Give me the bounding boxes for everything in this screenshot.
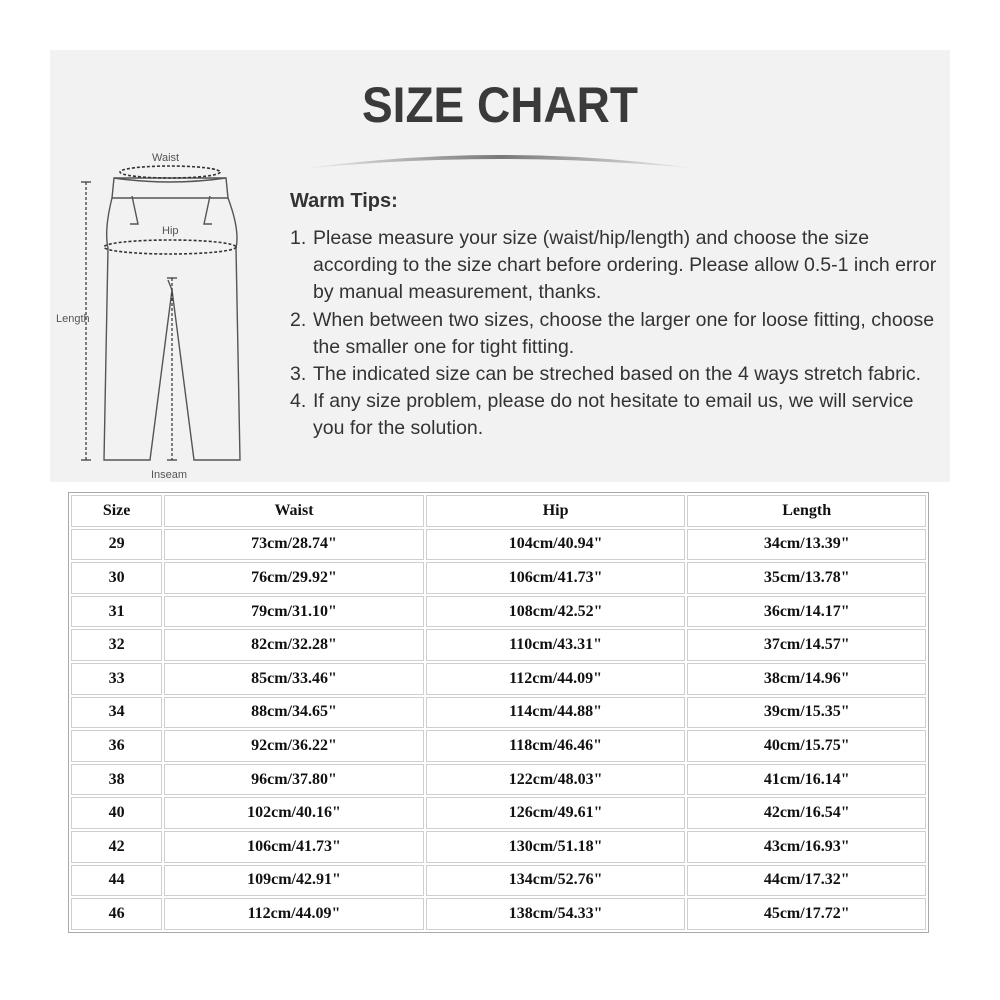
page-title: SIZE CHART [362,77,638,133]
table-row [71,663,926,695]
cell-waist: 73cm/28.74" [164,529,424,561]
table-row [71,730,926,762]
hip-label: Hip [162,225,179,237]
cell-length: 37cm/14.57" [687,629,926,661]
warm-tips-heading: Warm Tips: [290,190,398,212]
cell-size: 46 [71,898,162,930]
tip-number: 4. [290,390,307,413]
cell-waist: 88cm/34.65" [164,697,424,729]
cell-size: 38 [71,764,162,796]
waist-measure-ellipse [120,166,220,178]
length-label: Length [56,313,90,325]
cell-length: 34cm/13.39" [687,529,926,561]
tip-item [290,307,940,361]
table-row [71,831,926,863]
cell-size: 36 [71,730,162,762]
cell-hip: 114cm/44.88" [426,697,686,729]
cell-waist: 85cm/33.46" [164,663,424,695]
cell-size: 33 [71,663,162,695]
tip-item [290,361,940,388]
cell-hip: 106cm/41.73" [426,562,686,594]
warm-tips-list [290,225,940,443]
cell-size: 29 [71,529,162,561]
header-length: Length [687,495,926,527]
cell-waist: 79cm/31.10" [164,596,424,628]
header-size: Size [71,495,162,527]
cell-size: 31 [71,596,162,628]
tip-text: The indicated size can be streched based on the 4 ways stretch fabric. [313,363,922,386]
table-row [71,797,926,829]
table-row [71,529,926,561]
cell-length: 36cm/14.17" [687,596,926,628]
pants-measurement-diagram [52,140,252,485]
tip-text: If any size problem, please do not hesitate to email us, we will service you for the solution. [313,390,914,440]
table-row [71,629,926,661]
table-row [71,898,926,930]
cell-hip: 112cm/44.09" [426,663,686,695]
cell-size: 42 [71,831,162,863]
header-waist: Waist [164,495,424,527]
cell-hip: 108cm/42.52" [426,596,686,628]
tip-item [290,388,940,442]
tip-text: Please measure your size (waist/hip/length) and choose the size according to the size chart before ordering. Please allow 0.5-1 inch error by manual measurement, thanks. [313,227,937,304]
waist-label: Waist [152,152,180,164]
cell-waist: 96cm/37.80" [164,764,424,796]
cell-waist: 112cm/44.09" [164,898,424,930]
cell-size: 40 [71,797,162,829]
cell-hip: 126cm/49.61" [426,797,686,829]
table-row [71,865,926,897]
cell-length: 45cm/17.72" [687,898,926,930]
size-table [68,492,929,933]
cell-hip: 122cm/48.03" [426,764,686,796]
cell-hip: 138cm/54.33" [426,898,686,930]
cell-length: 40cm/15.75" [687,730,926,762]
tip-number: 1. [290,227,307,249]
table-row [71,596,926,628]
cell-hip: 130cm/51.18" [426,831,686,863]
cell-hip: 110cm/43.31" [426,629,686,661]
table-header-row [71,495,926,527]
cell-size: 30 [71,562,162,594]
cell-size: 34 [71,697,162,729]
hip-measure-ellipse [104,240,236,254]
table-row [71,764,926,796]
header-hip: Hip [426,495,686,527]
cell-length: 35cm/13.78" [687,562,926,594]
cell-size: 44 [71,865,162,897]
tip-text: When between two sizes, choose the larger one for loose fitting, choose the smaller one for tight fitting. [313,308,935,358]
cell-hip: 134cm/52.76" [426,865,686,897]
cell-length: 39cm/15.35" [687,697,926,729]
tip-number: 2. [290,308,307,331]
tip-item [290,225,940,307]
cell-waist: 92cm/36.22" [164,730,424,762]
size-table-container [68,492,929,933]
inseam-label: Inseam [151,469,188,481]
cell-waist: 82cm/32.28" [164,629,424,661]
cell-length: 38cm/14.96" [687,663,926,695]
cell-waist: 76cm/29.92" [164,562,424,594]
title-swoosh-decoration [295,145,705,175]
table-row [71,562,926,594]
cell-hip: 118cm/46.46" [426,730,686,762]
cell-waist: 109cm/42.91" [164,865,424,897]
cell-hip: 104cm/40.94" [426,529,686,561]
cell-waist: 106cm/41.73" [164,831,424,863]
cell-length: 44cm/17.32" [687,865,926,897]
table-row [71,697,926,729]
cell-length: 43cm/16.93" [687,831,926,863]
cell-length: 42cm/16.54" [687,797,926,829]
cell-waist: 102cm/40.16" [164,797,424,829]
cell-length: 41cm/16.14" [687,764,926,796]
cell-size: 32 [71,629,162,661]
tip-number: 3. [290,363,307,386]
